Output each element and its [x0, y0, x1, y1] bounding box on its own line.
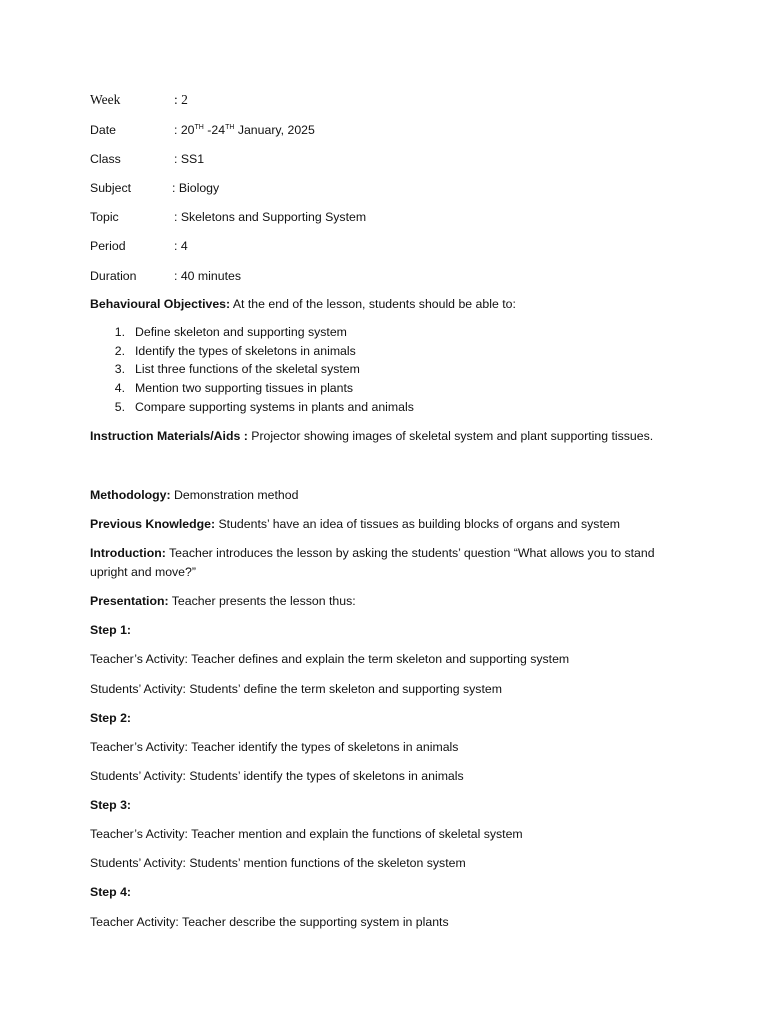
date-end: -24	[203, 123, 226, 137]
objectives-paragraph	[90, 295, 690, 314]
meta-subject-label: Subject	[90, 181, 132, 195]
list-text: Compare supporting systems in plants and animals	[135, 399, 414, 414]
meta-topic-value: : Skeletons and Supporting System	[174, 210, 367, 224]
materials-text: Projector showing images of skeletal system and plant supporting tissues.	[247, 429, 654, 443]
previous-knowledge-paragraph	[90, 515, 690, 534]
step-1-teacher-activity: Teacher’s Activity: Teacher defines and explain the term skeleton and supporting system	[90, 652, 570, 666]
list-number: 4.	[114, 381, 125, 396]
meta-date-value	[174, 120, 315, 140]
list-text: Mention two supporting tissues in plants	[135, 381, 354, 396]
meta-duration-value: : 40 minutes	[174, 269, 241, 283]
previous-knowledge-text: Students’ have an idea of tissues as building blocks of organs and system	[215, 517, 620, 531]
step-1-title: Step 1:	[90, 623, 131, 637]
introduction-heading: Introduction:	[90, 546, 166, 560]
meta-period-label: Period	[90, 239, 126, 253]
step-4-teacher-activity: Teacher Activity: Teacher describe the supporting system in plants	[90, 915, 449, 929]
methodology-text: Demonstration method	[170, 488, 299, 502]
presentation-text: Teacher presents the lesson thus:	[168, 594, 356, 608]
date-start-suffix: TH	[194, 124, 204, 131]
step-1-students-activity: Students’ Activity: Students’ define the term skeleton and supporting system	[90, 682, 502, 696]
step-2-students-activity: Students’ Activity: Students’ identify the types of skeletons in animals	[90, 769, 464, 783]
step-3-students-activity: Students’ Activity: Students’ mention functions of the skeleton system	[90, 856, 466, 870]
list-number: 3.	[114, 362, 125, 377]
list-text: List three functions of the skeletal system	[135, 362, 360, 377]
presentation-paragraph	[90, 592, 690, 611]
list-number: 2.	[114, 343, 125, 358]
list-text: Define skeleton and supporting system	[135, 325, 347, 339]
list-number: 1.	[114, 325, 125, 339]
step-3-title: Step 3:	[90, 798, 131, 812]
materials-heading: Instruction Materials/Aids :	[90, 429, 248, 443]
meta-class-label: Class	[90, 152, 121, 166]
step-4-title: Step 4:	[90, 885, 131, 899]
introduction-paragraph	[90, 544, 690, 582]
date-end-suffix: TH	[225, 124, 235, 131]
step-2-teacher-activity: Teacher’s Activity: Teacher identify the types of skeletons in animals	[90, 740, 459, 754]
presentation-heading: Presentation:	[90, 594, 169, 608]
date-month-year: January, 2025	[234, 123, 315, 137]
list-number: 5.	[114, 399, 125, 414]
methodology-heading: Methodology:	[90, 488, 171, 502]
list-text: Identify the types of skeletons in animals	[135, 343, 356, 358]
methodology-paragraph	[90, 486, 690, 505]
date-start: : 20	[174, 123, 195, 137]
materials-paragraph	[90, 427, 710, 446]
meta-date-label: Date	[90, 123, 116, 137]
meta-week-value: : 2	[174, 92, 188, 107]
previous-knowledge-heading: Previous Knowledge:	[90, 517, 216, 531]
introduction-text: Teacher introduces the lesson by asking the students’ question “What allows you to stand upright and move?”	[90, 546, 655, 579]
meta-week-label: Week	[90, 92, 121, 107]
meta-class-value: : SS1	[174, 152, 205, 166]
meta-subject-value: : Biology	[172, 181, 220, 195]
meta-duration-label: Duration	[90, 269, 137, 283]
objectives-heading: Behavioural Objectives:	[90, 297, 231, 311]
step-3-teacher-activity: Teacher’s Activity: Teacher mention and explain the functions of skeletal system	[90, 827, 523, 841]
meta-period-value: : 4	[174, 239, 188, 253]
objectives-intro: At the end of the lesson, students should be able to:	[230, 297, 516, 311]
meta-topic-label: Topic	[90, 210, 119, 224]
step-2-title: Step 2:	[90, 711, 131, 725]
